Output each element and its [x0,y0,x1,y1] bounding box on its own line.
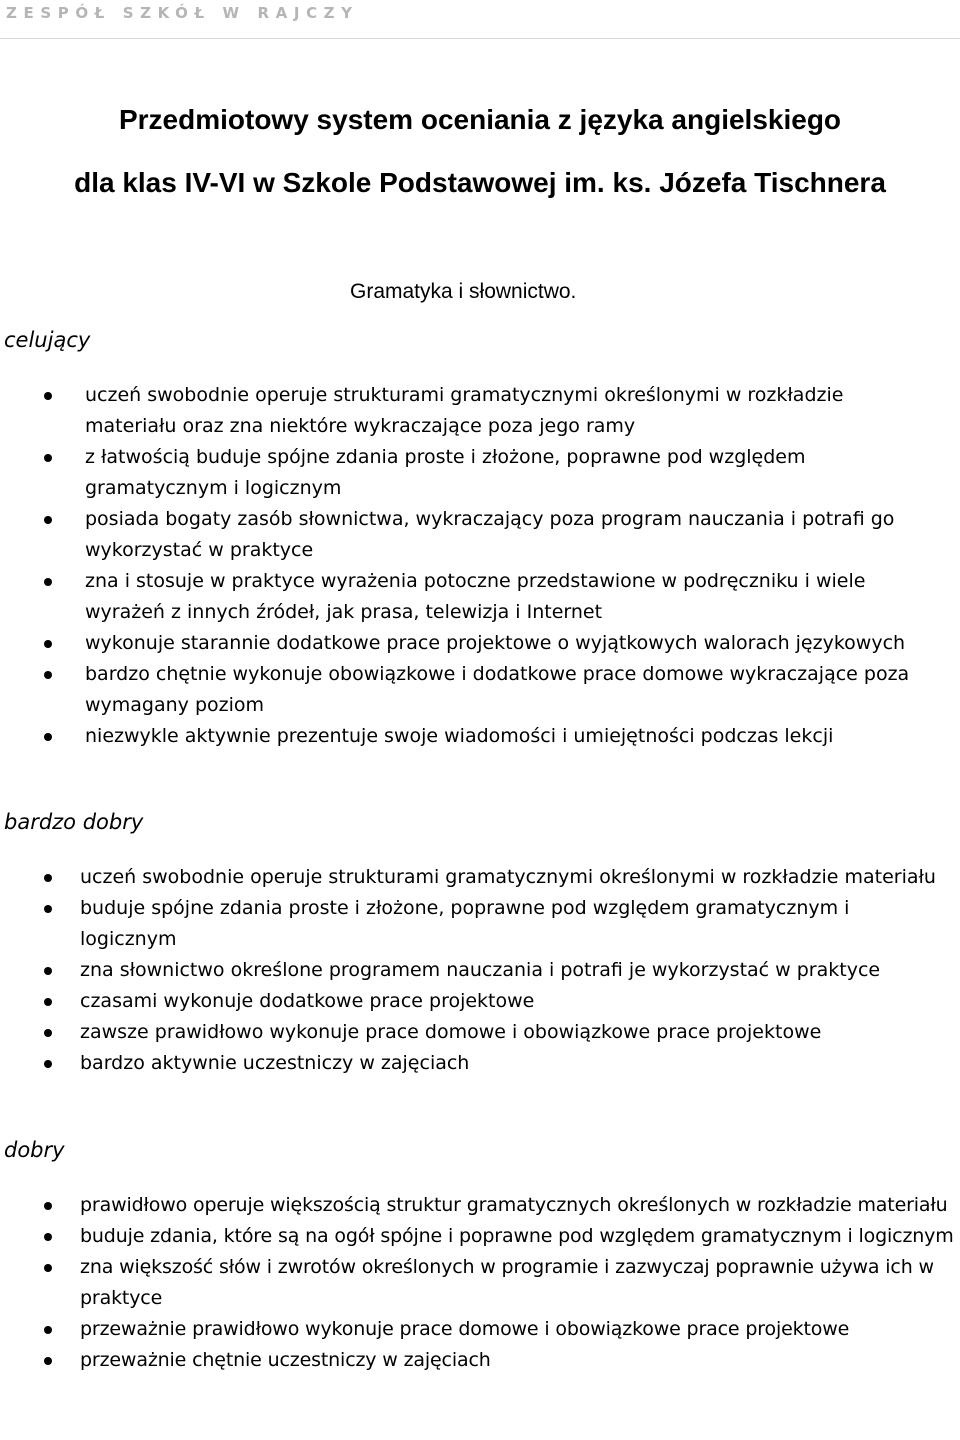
document-title-line-2: dla klas IV-VI w Szkole Podstawowej im. ks. Józefa Tischnera [74,167,886,198]
bullet-icon [44,733,52,741]
bullet-icon [44,1029,52,1037]
bullet-icon [44,392,52,400]
list-item: przeważnie chętnie uczestniczy w zajęciach [0,1345,960,1376]
bullet-icon [44,578,52,586]
header-divider [0,38,960,39]
list-item: bardzo aktywnie uczestniczy w zajęciach [0,1048,940,1079]
bullet-icon [44,998,52,1006]
bullet-icon [44,874,52,882]
bullet-icon [44,671,52,679]
grade-heading-dobry: dobry [4,1138,65,1162]
bullet-icon [44,516,52,524]
school-header: ZESPÓŁ SZKÓŁ W RAJCZY [6,4,359,22]
list-item: niezwykle aktywnie prezentuje swoje wiadomości i umiejętności podczas lekcji [0,721,940,752]
bullet-icon [44,967,52,975]
bullet-icon [44,1060,52,1068]
list-item: posiada bogaty zasób słownictwa, wykraczający poza program nauczania i potrafi go wykorzystać w praktyce [0,504,940,566]
list-item: zna i stosuje w praktyce wyrażenia potoczne przedstawione w podręczniku i wiele wyrażeń z innych źródeł, jak prasa, telewizja i Internet [0,566,940,628]
document-title-line-1: Przedmiotowy system oceniania z języka angielskiego [118,104,842,135]
bullet-icon [44,1326,52,1334]
bullet-icon [44,1357,52,1365]
bullet-icon [44,1264,52,1272]
list-item: przeważnie prawidłowo wykonuje prace domowe i obowiązkowe prace projektowe [0,1314,960,1345]
list-item: zna słownictwo określone programem nauczania i potrafi je wykorzystać w praktyce [0,955,940,986]
bullet-icon [44,640,52,648]
section-subtitle: Gramatyka i słownictwo. [350,280,577,303]
list-item: bardzo chętnie wykonuje obowiązkowe i dodatkowe prace domowe wykraczające poza wymagany poziom [0,659,940,721]
bullet-icon [44,1202,52,1210]
list-item: uczeń swobodnie operuje strukturami gramatycznymi określonymi w rozkładzie materiału oraz zna niektóre wykraczające poza jego ramy [0,380,940,442]
bullet-icon [44,1233,52,1241]
grade-heading-celujacy: celujący [4,328,91,352]
grade-heading-bardzo-dobry: bardzo dobry [4,810,144,834]
grade-list-dobry [0,1190,960,1376]
list-item: wykonuje starannie dodatkowe prace projektowe o wyjątkowych walorach językowych [0,628,940,659]
list-item: zna większość słów i zwrotów określonych w programie i zazwyczaj poprawnie używa ich w praktyce [0,1252,960,1314]
list-item: z łatwością buduje spójne zdania proste i złożone, poprawne pod względem gramatycznym i logicznym [0,442,940,504]
grade-list-celujacy [0,380,940,752]
bullet-icon [44,454,52,462]
list-item: prawidłowo operuje większością struktur gramatycznych określonych w rozkładzie materiału [0,1190,960,1221]
list-item: buduje spójne zdania proste i złożone, poprawne pod względem gramatycznym i logicznym [0,893,940,955]
list-item: uczeń swobodnie operuje strukturami gramatycznymi określonymi w rozkładzie materiału [0,862,940,893]
grade-list-bardzo-dobry [0,862,940,1079]
list-item: zawsze prawidłowo wykonuje prace domowe i obowiązkowe prace projektowe [0,1017,940,1048]
list-item: czasami wykonuje dodatkowe prace projektowe [0,986,940,1017]
bullet-icon [44,905,52,913]
list-item: buduje zdania, które są na ogół spójne i poprawne pod względem gramatycznym i logicznym [0,1221,960,1252]
